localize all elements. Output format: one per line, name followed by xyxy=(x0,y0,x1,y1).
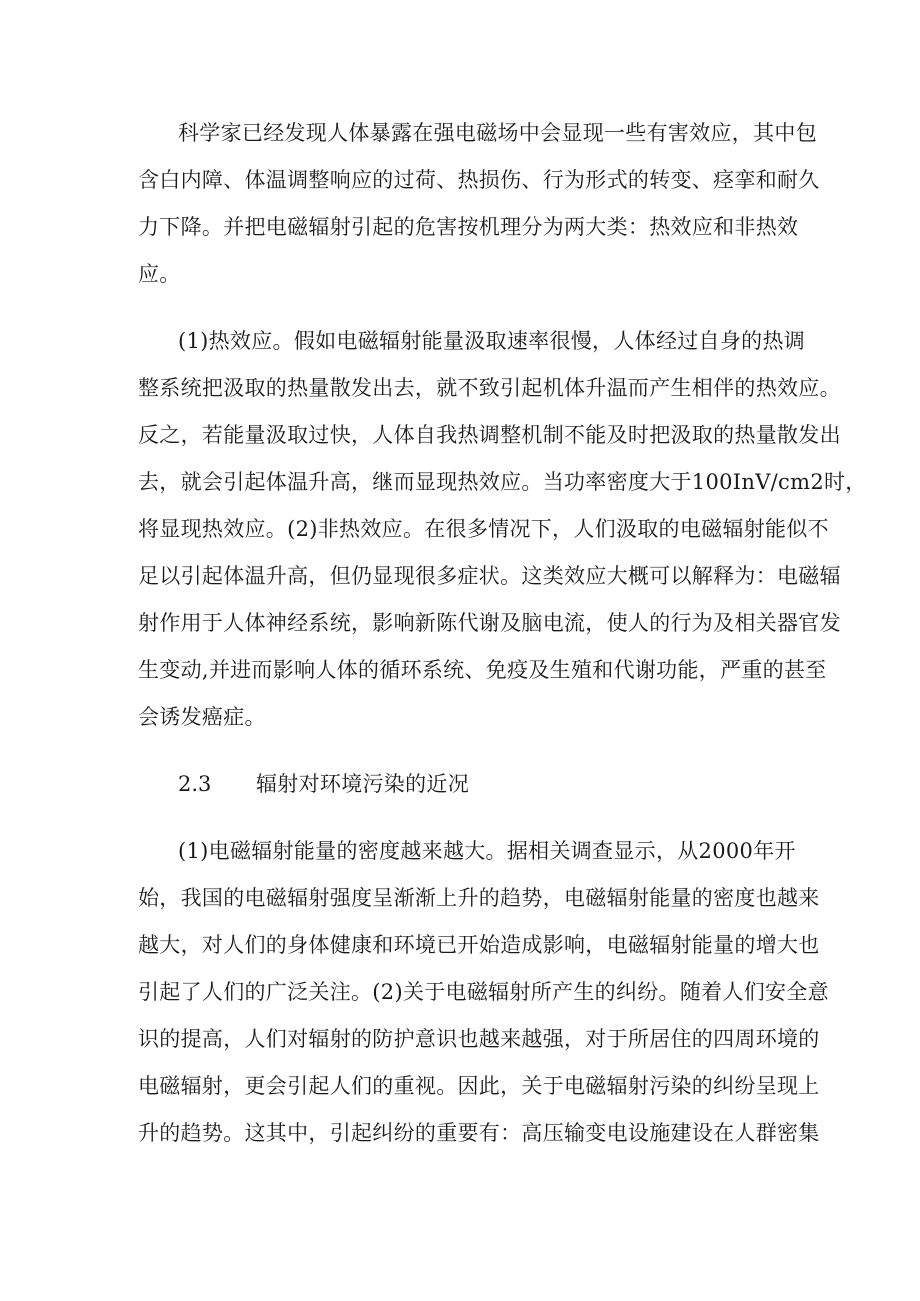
section-title: 辐射对环境污染的近况 xyxy=(256,772,469,796)
paragraph-thermal-line-1: (1)热效应。假如电磁辐射能量汲取速率很慢，人体经过自身的热调 xyxy=(178,329,806,353)
paragraph-pollution-line-4: 引起了人们的广泛关注。(2)关于电磁辐射所产生的纠纷。随着人们安全意 xyxy=(138,980,829,1004)
paragraph-thermal-line-7: 射作用于人体神经系统，影响新陈代谢及脑电流，使人的行为及相关器官发 xyxy=(138,611,841,635)
paragraph-pollution-line-6: 电磁辐射，更会引起人们的重视。因此，关于电磁辐射污染的纠纷呈现上 xyxy=(138,1074,820,1098)
paragraph-pollution-line-7: 升的趋势。这其中，引起纠纷的重要有：高压输变电设施建设在人群密集 xyxy=(138,1121,820,1145)
paragraph-thermal-line-8: 生变动,并进而影响人体的循环系统、免疫及生殖和代谢功能，严重的甚至 xyxy=(138,658,827,682)
paragraph-intro-line-1: 科学家已经发现人体暴露在强电磁场中会显现一些有害效应，其中包 xyxy=(178,121,817,145)
paragraph-thermal-line-3: 反之，若能量汲取过快，人体自我热调整机制不能及时把汲取的热量散发出 xyxy=(138,423,841,447)
paragraph-pollution-line-5: 识的提高，人们对辐射的防护意识也越来越强，对于所居住的四周环境的 xyxy=(138,1027,820,1051)
paragraph-intro-line-4: 应。 xyxy=(138,262,181,286)
paragraph-thermal-line-4: 去，就会引起体温升高，继而显现热效应。当功率密度大于100InV/cm2时， xyxy=(138,470,867,494)
section-number: 2.3 xyxy=(178,772,212,796)
paragraph-intro-line-3: 力下降。并把电磁辐射引起的危害按机理分为两大类：热效应和非热效 xyxy=(138,215,799,239)
paragraph-intro-line-2: 含白内障、体温调整响应的过荷、热损伤、行为形式的转变、痉挛和耐久 xyxy=(138,168,820,192)
paragraph-pollution-line-2: 始，我国的电磁辐射强度呈渐渐上升的趋势，电磁辐射能量的密度也越来 xyxy=(138,886,820,910)
paragraph-thermal-line-9: 会诱发癌症。 xyxy=(138,705,266,729)
paragraph-pollution-line-1: (1)电磁辐射能量的密度越来越大。据相关调查显示，从2000年开 xyxy=(178,839,796,863)
paragraph-thermal-line-2: 整系统把汲取的热量散发出去，就不致引起机体升温而产生相伴的热效应。 xyxy=(138,376,841,400)
paragraph-thermal-line-5: 将显现热效应。(2)非热效应。在很多情况下，人们汲取的电磁辐射能似不 xyxy=(138,517,829,541)
paragraph-pollution-line-3: 越大，对人们的身体健康和环境已开始造成影响，电磁辐射能量的增大也 xyxy=(138,933,820,957)
paragraph-thermal-line-6: 足以引起体温升高，但仍显现很多症状。这类效应大概可以解释为：电磁辐 xyxy=(138,564,841,588)
